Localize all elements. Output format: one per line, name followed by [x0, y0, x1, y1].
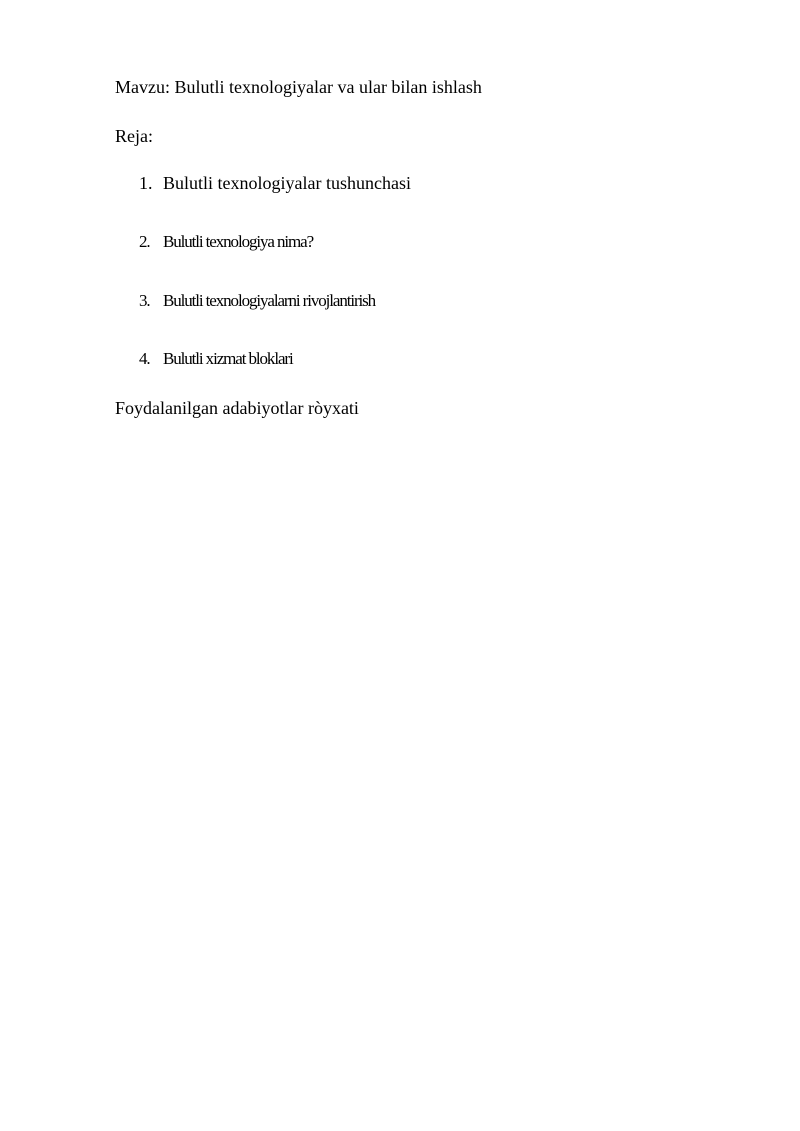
plan-item-text: Bulutli texnologiyalarni rivojlantirish	[163, 291, 376, 310]
plan-item-number: 4.	[139, 349, 150, 368]
plan-item-number: 1.	[139, 173, 153, 193]
references-heading: Foydalanilgan adabiyotlar ròyxati	[115, 398, 359, 418]
plan-label: Reja:	[115, 126, 153, 146]
plan-item-number: 3.	[139, 291, 150, 310]
plan-item-text: Bulutli texnologiya nima?	[163, 232, 314, 251]
plan-item-text: Bulutli texnologiyalar tushunchasi	[163, 173, 411, 193]
plan-item-text: Bulutli xizmat bloklari	[163, 349, 293, 368]
plan-item-number: 2.	[139, 232, 150, 251]
topic-title: Mavzu: Bulutli texnologiyalar va ular bilan ishlash	[115, 77, 482, 97]
